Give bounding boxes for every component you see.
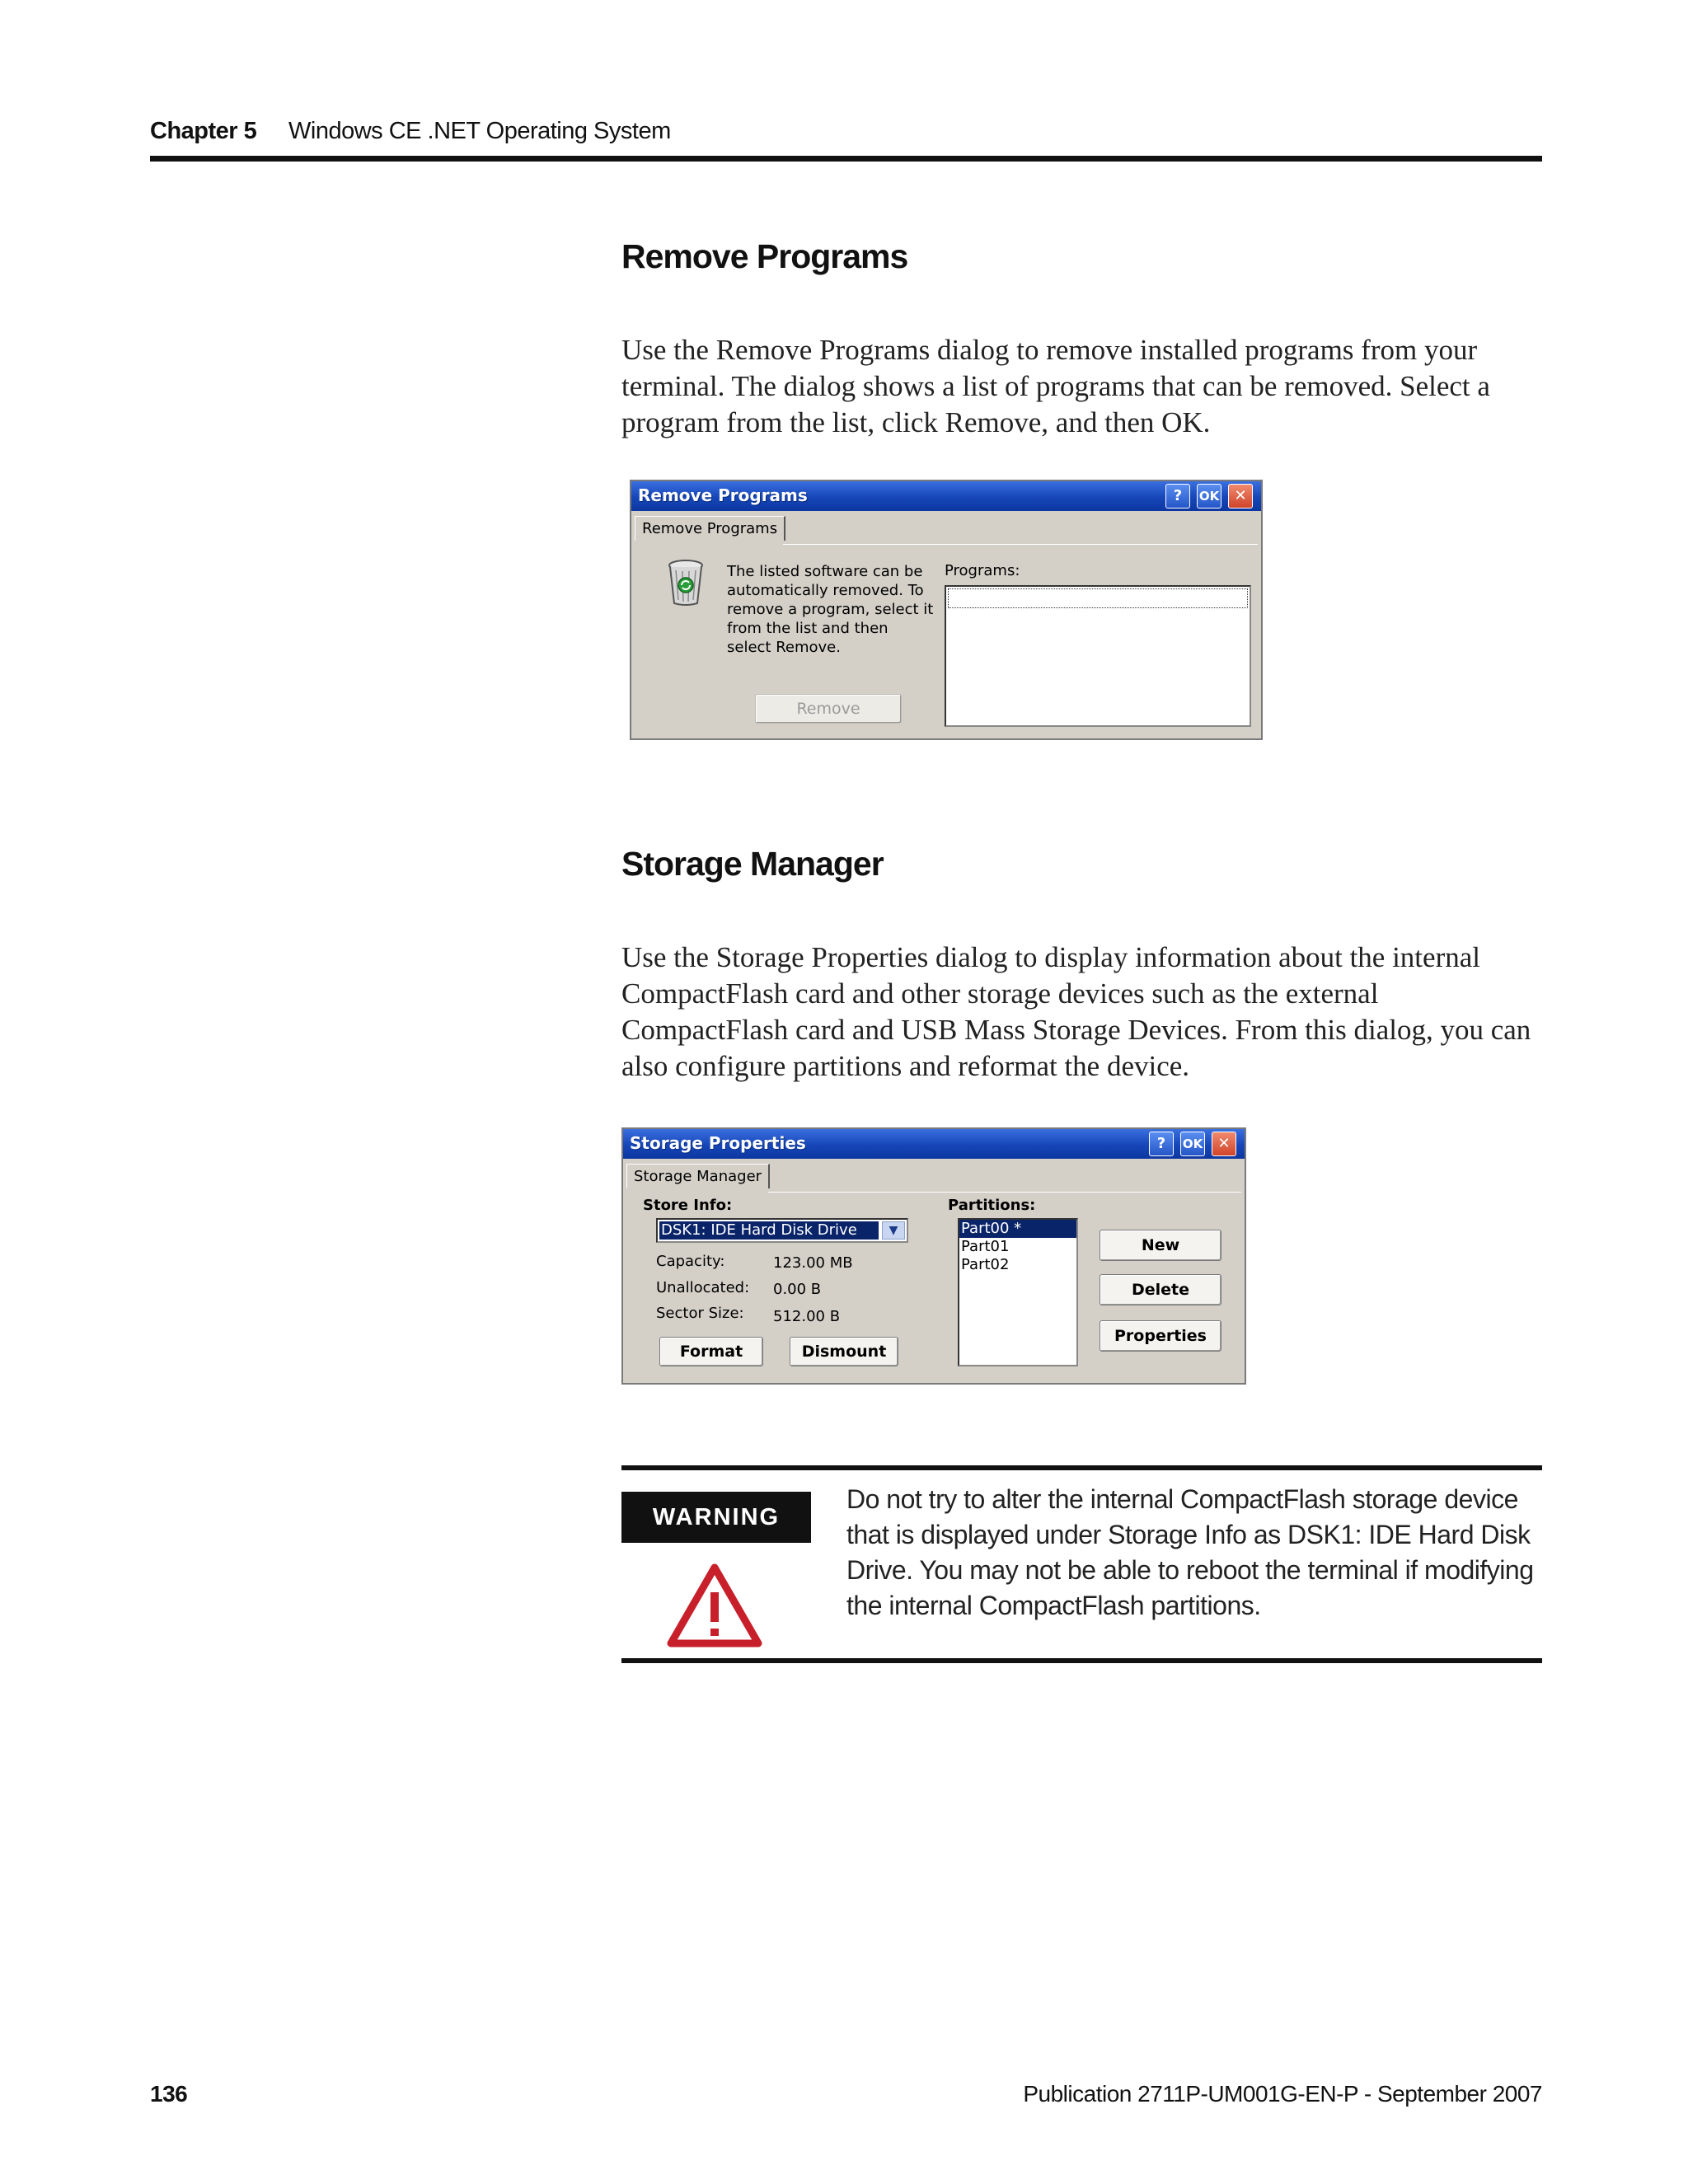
sector-size-label: Sector Size: [656, 1305, 744, 1322]
dismount-button[interactable]: Dismount [790, 1337, 898, 1366]
page-number: 136 [150, 2081, 188, 2107]
warning-bottom-rule [621, 1658, 1542, 1663]
close-button[interactable]: ✕ [1212, 1132, 1236, 1156]
list-item[interactable]: Part01 [961, 1238, 1010, 1255]
list-item[interactable]: Part00 * [959, 1220, 1076, 1238]
chapter-title: Windows CE .NET Operating System [288, 118, 671, 144]
storage-manager-body: Use the Storage Properties dialog to display information about the internal CompactFlash card and other storage devices such as the external CompactFlash card and USB Mass Storage Devices. From this dialog, you can also configure partitions and reformat the device. [621, 941, 1531, 1082]
programs-list[interactable] [945, 585, 1251, 727]
unallocated-value: 0.00 B [773, 1281, 822, 1298]
format-button[interactable]: Format [659, 1337, 763, 1366]
store-selected-value: DSK1: IDE Hard Disk Drive [659, 1221, 879, 1240]
close-button[interactable]: ✕ [1228, 484, 1253, 509]
list-focus-row [948, 588, 1248, 608]
warning-text: Do not try to alter the internal CompactFlash storage device that is displayed under Storage Info as DSK1: IDE Hard Disk Drive. You may not be able to reboot the terminal if modifying the internal CompactFlash partitions. [846, 1484, 1534, 1620]
header-rule [150, 156, 1542, 162]
delete-button[interactable]: Delete [1100, 1274, 1221, 1305]
remove-button[interactable]: Remove [755, 694, 902, 724]
ok-button[interactable]: OK [1197, 484, 1221, 509]
storage-properties-dialog [621, 1127, 1246, 1385]
recycle-bin-icon [666, 559, 706, 607]
publication-info: Publication 2711P-UM001G-EN-P - September 2007 [1023, 2081, 1542, 2107]
partitions-label: Partitions: [948, 1197, 1036, 1214]
help-button[interactable]: ? [1165, 484, 1190, 509]
store-info-label: Store Info: [643, 1197, 733, 1214]
tab-remove-programs[interactable]: Remove Programs [635, 516, 785, 541]
remove-programs-body: Use the Remove Programs dialog to remove installed programs from your terminal. The dialog shows a list of programs that can be removed. Select a program from the list, click Remove, and then OK. [621, 334, 1490, 438]
remove-description: The listed software can be automatically removed. To remove a program, select it from the list and then select Remove. [727, 563, 934, 656]
partitions-list[interactable] [958, 1218, 1078, 1366]
chevron-down-icon[interactable]: ▼ [882, 1221, 905, 1240]
programs-label: Programs: [945, 562, 1020, 579]
capacity-value: 123.00 MB [773, 1254, 853, 1272]
remove-programs-dialog [630, 480, 1263, 740]
help-button[interactable]: ? [1149, 1132, 1174, 1156]
chapter-label: Chapter 5 [150, 118, 257, 144]
dialog-titlebar [623, 1129, 1245, 1159]
store-select[interactable] [656, 1218, 908, 1243]
capacity-label: Capacity: [656, 1253, 725, 1270]
tab-storage-manager[interactable]: Storage Manager [626, 1164, 770, 1188]
dialog-title: Storage Properties [630, 1133, 806, 1153]
storage-manager-heading: Storage Manager [621, 845, 884, 883]
unallocated-label: Unallocated: [656, 1279, 750, 1296]
ok-button[interactable]: OK [1180, 1132, 1205, 1156]
warning-top-rule [621, 1465, 1542, 1470]
list-item[interactable]: Part02 [961, 1256, 1010, 1273]
remove-programs-heading: Remove Programs [621, 237, 908, 275]
warning-label: WARNING [621, 1492, 811, 1543]
dialog-titlebar [631, 481, 1261, 511]
sector-size-value: 512.00 B [773, 1308, 841, 1325]
properties-button[interactable]: Properties [1100, 1320, 1221, 1352]
warning-triangle-icon [666, 1563, 763, 1648]
dialog-title: Remove Programs [638, 485, 808, 505]
new-button[interactable]: New [1100, 1230, 1221, 1261]
